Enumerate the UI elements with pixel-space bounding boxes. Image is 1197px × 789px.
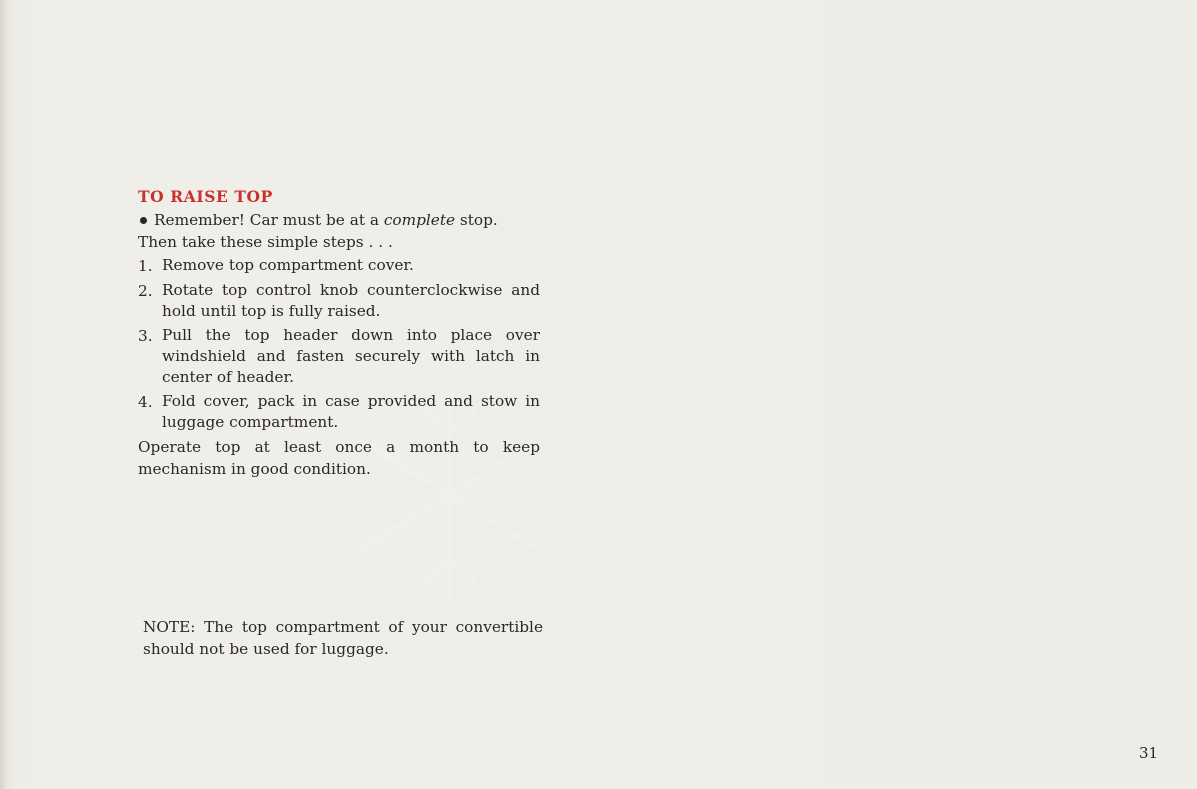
list-item [138,255,540,277]
step-number: 1. [138,257,153,275]
maintenance-note: Operate top at least once a month to keep mechanism in good condition. [138,438,540,478]
page-number: 31 [1139,744,1159,762]
list-item [138,325,540,388]
bullet-icon [140,217,147,224]
step-number: 2. [138,282,153,300]
step-number: 4. [138,393,153,411]
section-heading: TO RAISE TOP [138,187,273,206]
remember-suffix: stop. [455,211,498,229]
binding-edge [0,0,8,789]
luggage-note: NOTE: The top compartment of your convertible should not be used for luggage. [143,618,543,658]
remember-line [138,209,540,231]
remember-emphasis: complete [383,211,456,229]
list-item [138,280,540,322]
list-item [138,391,540,433]
step-text: Remove top compartment cover. [162,256,414,274]
remember-prefix: Remember! Car must be at a [154,211,384,229]
step-text: Rotate top control knob counterclockwise and hold until top is fully raised. [162,281,540,320]
step-number: 3. [138,327,153,345]
step-text: Pull the top header down into place over windshield and fasten securely with latch in center of header. [162,326,540,386]
step-text: Fold cover, pack in case provided and stow in luggage compartment. [162,392,540,431]
steps-list [138,255,540,433]
intro-line: Then take these simple steps . . . [138,233,393,251]
raise-top-section [138,186,540,480]
